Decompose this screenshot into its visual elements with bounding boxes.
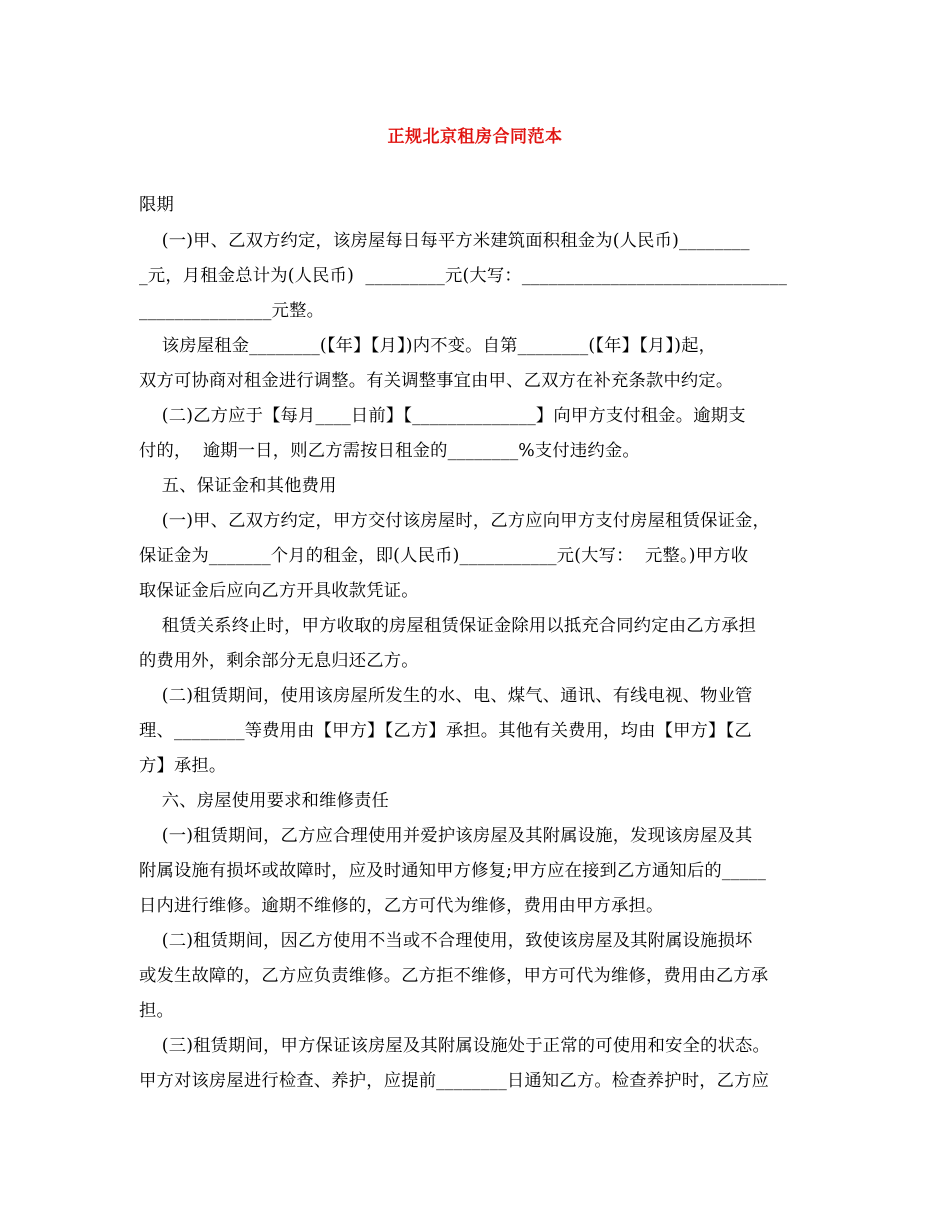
text-line: 该房屋租金________(【年】【月】)内不变。自第________(【年】【月】)起，: [139, 336, 717, 356]
text-line: 保证金为_______个月的租金，即(人民币)___________元(大写： 元整。)甲方收: [139, 546, 749, 566]
text-line: 甲方对该房屋进行检查、养护，应提前________日通知乙方。检查养护时，乙方应: [139, 1071, 770, 1091]
text-line: 限期: [139, 195, 174, 215]
section-heading: 六、房屋使用要求和维修责任: [139, 791, 390, 811]
text-line: (二)乙方应于【每月____日前】【______________】向甲方支付租金。逾期支: [139, 406, 746, 426]
text-line: 双方可协商对租金进行调整。有关调整事宜由甲、乙双方在补充条款中约定。: [139, 371, 734, 391]
text-line: (二)租赁期间，因乙方使用不当或不合理使用，致使该房屋及其附属设施损坏: [139, 931, 753, 951]
text-line: 方】承担。: [139, 756, 227, 776]
text-line: (一)甲、乙双方约定，甲方交付该房屋时，乙方应向甲方支付房屋租赁保证金，: [139, 511, 771, 531]
text-line: 担。: [139, 1001, 174, 1021]
text-line: (二)租赁期间，使用该房屋所发生的水、电、煤气、通讯、有线电视、物业管: [139, 686, 753, 706]
section-heading: 五、保证金和其他费用: [139, 476, 337, 496]
document-title: 正规北京租房合同范本: [387, 127, 563, 147]
text-line: (一)租赁期间，乙方应合理使用并爱护该房屋及其附属设施，发现该房屋及其: [139, 826, 753, 846]
text-line: 付的， 逾期一日，则乙方需按日租金的________%支付违约金。: [139, 441, 640, 461]
text-line: (一)甲、乙双方约定，该房屋每日每平方米建筑面积租金为(人民币)________: [139, 231, 750, 251]
text-line: 理、________等费用由【甲方】【乙方】承担。其他有关费用，均由【甲方】【乙: [139, 721, 752, 741]
text-line: _元，月租金总计为(人民币) _________元(大写：______________________________: [139, 266, 788, 286]
text-line: 的费用外，剩余部分无息归还乙方。: [139, 651, 419, 671]
text-line: _______________元整。: [139, 301, 325, 321]
text-line: 取保证金后应向乙方开具收款凭证。: [139, 581, 419, 601]
text-line: 日内进行维修。逾期不维修的，乙方可代为维修，费用由甲方承担。: [139, 896, 664, 916]
text-line: 附属设施有损坏或故障时，应及时通知甲方修复;甲方应在接到乙方通知后的_____: [139, 861, 767, 881]
text-line: 或发生故障的，乙方应负责维修。乙方拒不维修，甲方可代为维修，费用由乙方承: [139, 966, 769, 986]
text-line: (三)租赁期间，甲方保证该房屋及其附属设施处于正常的可使用和安全的状态。: [139, 1036, 771, 1056]
text-line: 租赁关系终止时，甲方收取的房屋租赁保证金除用以抵充合同约定由乙方承担: [139, 616, 757, 636]
